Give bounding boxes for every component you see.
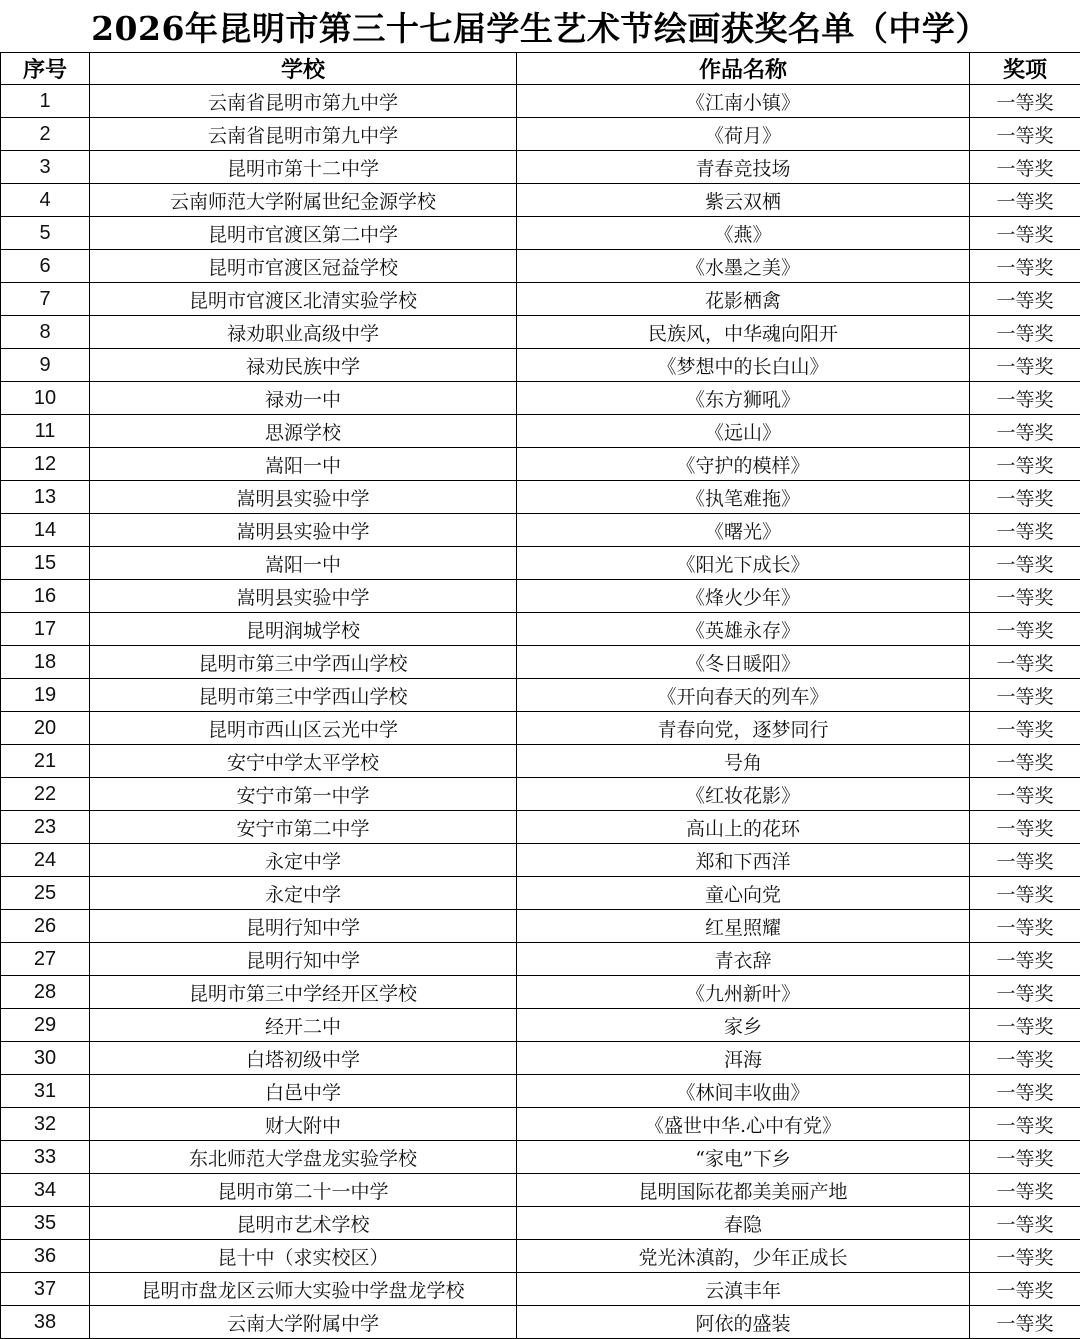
- work-cell: 高山上的花环: [517, 811, 970, 844]
- award-cell: 一等奖: [970, 1207, 1080, 1240]
- award-cell: 一等奖: [970, 1075, 1080, 1108]
- header-index: 序号: [1, 53, 90, 85]
- school-cell: 思源学校: [90, 415, 517, 448]
- work-cell: 青春竞技场: [517, 151, 970, 184]
- work-cell: 《守护的模样》: [517, 448, 970, 481]
- work-cell: 《阳光下成长》: [517, 547, 970, 580]
- work-cell: 《冬日暖阳》: [517, 646, 970, 679]
- work-cell: 云滇丰年: [517, 1273, 970, 1306]
- index-cell: 38: [1, 1306, 90, 1339]
- work-cell: 《燕》: [517, 217, 970, 250]
- work-cell: 童心向党: [517, 877, 970, 910]
- index-cell: 22: [1, 778, 90, 811]
- award-cell: 一等奖: [970, 679, 1080, 712]
- index-cell: 1: [1, 85, 90, 118]
- index-cell: 15: [1, 547, 90, 580]
- award-cell: 一等奖: [970, 877, 1080, 910]
- work-cell: “家电”下乡: [517, 1141, 970, 1174]
- work-cell: 紫云双栖: [517, 184, 970, 217]
- table-body: [1, 85, 1080, 1339]
- index-cell: 36: [1, 1240, 90, 1273]
- award-cell: 一等奖: [970, 1240, 1080, 1273]
- awards-table: [0, 52, 1080, 1339]
- index-cell: 8: [1, 316, 90, 349]
- work-cell: 洱海: [517, 1042, 970, 1075]
- award-cell: 一等奖: [970, 910, 1080, 943]
- award-cell: 一等奖: [970, 613, 1080, 646]
- school-cell: 昆明市官渡区冠益学校: [90, 250, 517, 283]
- school-cell: 禄劝民族中学: [90, 349, 517, 382]
- table-row: [1, 1108, 1080, 1141]
- index-cell: 25: [1, 877, 90, 910]
- school-cell: 昆明市官渡区北清实验学校: [90, 283, 517, 316]
- table-row: [1, 976, 1080, 1009]
- work-cell: 家乡: [517, 1009, 970, 1042]
- award-cell: 一等奖: [970, 349, 1080, 382]
- award-cell: 一等奖: [970, 745, 1080, 778]
- work-cell: 《曙光》: [517, 514, 970, 547]
- index-cell: 2: [1, 118, 90, 151]
- work-cell: 《水墨之美》: [517, 250, 970, 283]
- school-cell: 永定中学: [90, 877, 517, 910]
- index-cell: 6: [1, 250, 90, 283]
- page-title: 2026年昆明市第三十七届学生艺术节绘画获奖名单（中学）: [0, 0, 1080, 52]
- index-cell: 27: [1, 943, 90, 976]
- school-cell: 白塔初级中学: [90, 1042, 517, 1075]
- table-header-row: [1, 53, 1080, 85]
- school-cell: 昆明市第十二中学: [90, 151, 517, 184]
- school-cell: 昆明行知中学: [90, 943, 517, 976]
- award-cell: 一等奖: [970, 778, 1080, 811]
- award-cell: 一等奖: [970, 184, 1080, 217]
- table-row: [1, 613, 1080, 646]
- work-cell: 党光沐滇韵，少年正成长: [517, 1240, 970, 1273]
- school-cell: 云南师范大学附属世纪金源学校: [90, 184, 517, 217]
- award-cell: 一等奖: [970, 1306, 1080, 1339]
- award-cell: 一等奖: [970, 448, 1080, 481]
- school-cell: 昆明市第二十一中学: [90, 1174, 517, 1207]
- work-cell: 号角: [517, 745, 970, 778]
- index-cell: 31: [1, 1075, 90, 1108]
- work-cell: 《盛世中华.心中有党》: [517, 1108, 970, 1141]
- work-cell: 《烽火少年》: [517, 580, 970, 613]
- school-cell: 云南省昆明市第九中学: [90, 85, 517, 118]
- award-cell: 一等奖: [970, 646, 1080, 679]
- school-cell: 禄劝职业高级中学: [90, 316, 517, 349]
- school-cell: 嵩阳一中: [90, 547, 517, 580]
- index-cell: 17: [1, 613, 90, 646]
- table-row: [1, 1174, 1080, 1207]
- index-cell: 21: [1, 745, 90, 778]
- work-cell: 民族风，中华魂向阳开: [517, 316, 970, 349]
- index-cell: 23: [1, 811, 90, 844]
- award-cell: 一等奖: [970, 217, 1080, 250]
- award-cell: 一等奖: [970, 1273, 1080, 1306]
- award-cell: 一等奖: [970, 85, 1080, 118]
- table-row: [1, 1207, 1080, 1240]
- school-cell: 嵩明县实验中学: [90, 580, 517, 613]
- table-row: [1, 1306, 1080, 1339]
- award-cell: 一等奖: [970, 283, 1080, 316]
- award-cell: 一等奖: [970, 415, 1080, 448]
- index-cell: 26: [1, 910, 90, 943]
- award-cell: 一等奖: [970, 1108, 1080, 1141]
- school-cell: 昆明市第三中学西山学校: [90, 646, 517, 679]
- index-cell: 33: [1, 1141, 90, 1174]
- work-cell: 青春向党，逐梦同行: [517, 712, 970, 745]
- table-row: [1, 481, 1080, 514]
- table-row: [1, 415, 1080, 448]
- header-work: 作品名称: [517, 53, 970, 85]
- school-cell: 昆明市艺术学校: [90, 1207, 517, 1240]
- index-cell: 35: [1, 1207, 90, 1240]
- table-row: [1, 745, 1080, 778]
- school-cell: 嵩明县实验中学: [90, 514, 517, 547]
- table-row: [1, 316, 1080, 349]
- award-cell: 一等奖: [970, 514, 1080, 547]
- table-row: [1, 1009, 1080, 1042]
- table-row: [1, 1075, 1080, 1108]
- work-cell: 《江南小镇》: [517, 85, 970, 118]
- index-cell: 14: [1, 514, 90, 547]
- work-cell: 青衣辞: [517, 943, 970, 976]
- school-cell: 昆明市盘龙区云师大实验中学盘龙学校: [90, 1273, 517, 1306]
- index-cell: 19: [1, 679, 90, 712]
- school-cell: 昆十中（求实校区）: [90, 1240, 517, 1273]
- index-cell: 37: [1, 1273, 90, 1306]
- index-cell: 7: [1, 283, 90, 316]
- index-cell: 32: [1, 1108, 90, 1141]
- award-cell: 一等奖: [970, 943, 1080, 976]
- award-cell: 一等奖: [970, 1174, 1080, 1207]
- award-cell: 一等奖: [970, 580, 1080, 613]
- table-row: [1, 943, 1080, 976]
- award-cell: 一等奖: [970, 151, 1080, 184]
- school-cell: 经开二中: [90, 1009, 517, 1042]
- table-row: [1, 910, 1080, 943]
- work-cell: 《开向春天的列车》: [517, 679, 970, 712]
- work-cell: 郑和下西洋: [517, 844, 970, 877]
- table-row: [1, 283, 1080, 316]
- table-row: [1, 151, 1080, 184]
- work-cell: 昆明国际花都美美丽产地: [517, 1174, 970, 1207]
- school-cell: 云南大学附属中学: [90, 1306, 517, 1339]
- table-row: [1, 382, 1080, 415]
- work-cell: 《荷月》: [517, 118, 970, 151]
- school-cell: 昆明市第三中学经开区学校: [90, 976, 517, 1009]
- index-cell: 10: [1, 382, 90, 415]
- table-row: [1, 679, 1080, 712]
- award-cell: 一等奖: [970, 976, 1080, 1009]
- work-cell: 《远山》: [517, 415, 970, 448]
- award-cell: 一等奖: [970, 547, 1080, 580]
- award-cell: 一等奖: [970, 382, 1080, 415]
- award-cell: 一等奖: [970, 844, 1080, 877]
- award-cell: 一等奖: [970, 316, 1080, 349]
- school-cell: 云南省昆明市第九中学: [90, 118, 517, 151]
- school-cell: 昆明市西山区云光中学: [90, 712, 517, 745]
- header-award: 奖项: [970, 53, 1080, 85]
- school-cell: 安宁中学太平学校: [90, 745, 517, 778]
- index-cell: 30: [1, 1042, 90, 1075]
- award-cell: 一等奖: [970, 1141, 1080, 1174]
- award-cell: 一等奖: [970, 811, 1080, 844]
- table-row: [1, 646, 1080, 679]
- table-row: [1, 1042, 1080, 1075]
- work-cell: 《执笔难拖》: [517, 481, 970, 514]
- table-row: [1, 349, 1080, 382]
- school-cell: 昆明市第三中学西山学校: [90, 679, 517, 712]
- table-row: [1, 712, 1080, 745]
- award-cell: 一等奖: [970, 1009, 1080, 1042]
- school-cell: 昆明市官渡区第二中学: [90, 217, 517, 250]
- index-cell: 9: [1, 349, 90, 382]
- work-cell: 《梦想中的长白山》: [517, 349, 970, 382]
- index-cell: 29: [1, 1009, 90, 1042]
- index-cell: 24: [1, 844, 90, 877]
- school-cell: 昆明润城学校: [90, 613, 517, 646]
- award-cell: 一等奖: [970, 118, 1080, 151]
- award-cell: 一等奖: [970, 250, 1080, 283]
- index-cell: 4: [1, 184, 90, 217]
- table-row: [1, 811, 1080, 844]
- award-cell: 一等奖: [970, 712, 1080, 745]
- index-cell: 11: [1, 415, 90, 448]
- table-row: [1, 85, 1080, 118]
- school-cell: 安宁市第一中学: [90, 778, 517, 811]
- work-cell: 《九州新叶》: [517, 976, 970, 1009]
- table-row: [1, 547, 1080, 580]
- table-row: [1, 514, 1080, 547]
- award-cell: 一等奖: [970, 1042, 1080, 1075]
- index-cell: 20: [1, 712, 90, 745]
- index-cell: 18: [1, 646, 90, 679]
- index-cell: 16: [1, 580, 90, 613]
- table-row: [1, 217, 1080, 250]
- school-cell: 嵩阳一中: [90, 448, 517, 481]
- school-cell: 财大附中: [90, 1108, 517, 1141]
- table-row: [1, 184, 1080, 217]
- table-row: [1, 448, 1080, 481]
- table-row: [1, 1141, 1080, 1174]
- work-cell: 红星照耀: [517, 910, 970, 943]
- school-cell: 嵩明县实验中学: [90, 481, 517, 514]
- table-row: [1, 250, 1080, 283]
- school-cell: 白邑中学: [90, 1075, 517, 1108]
- index-cell: 13: [1, 481, 90, 514]
- table-row: [1, 877, 1080, 910]
- table-row: [1, 778, 1080, 811]
- school-cell: 昆明行知中学: [90, 910, 517, 943]
- work-cell: 春隐: [517, 1207, 970, 1240]
- table-row: [1, 118, 1080, 151]
- school-cell: 永定中学: [90, 844, 517, 877]
- work-cell: 《英雄永存》: [517, 613, 970, 646]
- work-cell: 《林间丰收曲》: [517, 1075, 970, 1108]
- work-cell: 阿依的盛装: [517, 1306, 970, 1339]
- index-cell: 12: [1, 448, 90, 481]
- award-cell: 一等奖: [970, 481, 1080, 514]
- work-cell: 花影栖禽: [517, 283, 970, 316]
- index-cell: 3: [1, 151, 90, 184]
- index-cell: 34: [1, 1174, 90, 1207]
- work-cell: 《东方狮吼》: [517, 382, 970, 415]
- school-cell: 东北师范大学盘龙实验学校: [90, 1141, 517, 1174]
- school-cell: 安宁市第二中学: [90, 811, 517, 844]
- index-cell: 5: [1, 217, 90, 250]
- school-cell: 禄劝一中: [90, 382, 517, 415]
- table-row: [1, 1273, 1080, 1306]
- table-row: [1, 844, 1080, 877]
- table-row: [1, 1240, 1080, 1273]
- header-school: 学校: [90, 53, 517, 85]
- work-cell: 《红妆花影》: [517, 778, 970, 811]
- index-cell: 28: [1, 976, 90, 1009]
- table-row: [1, 580, 1080, 613]
